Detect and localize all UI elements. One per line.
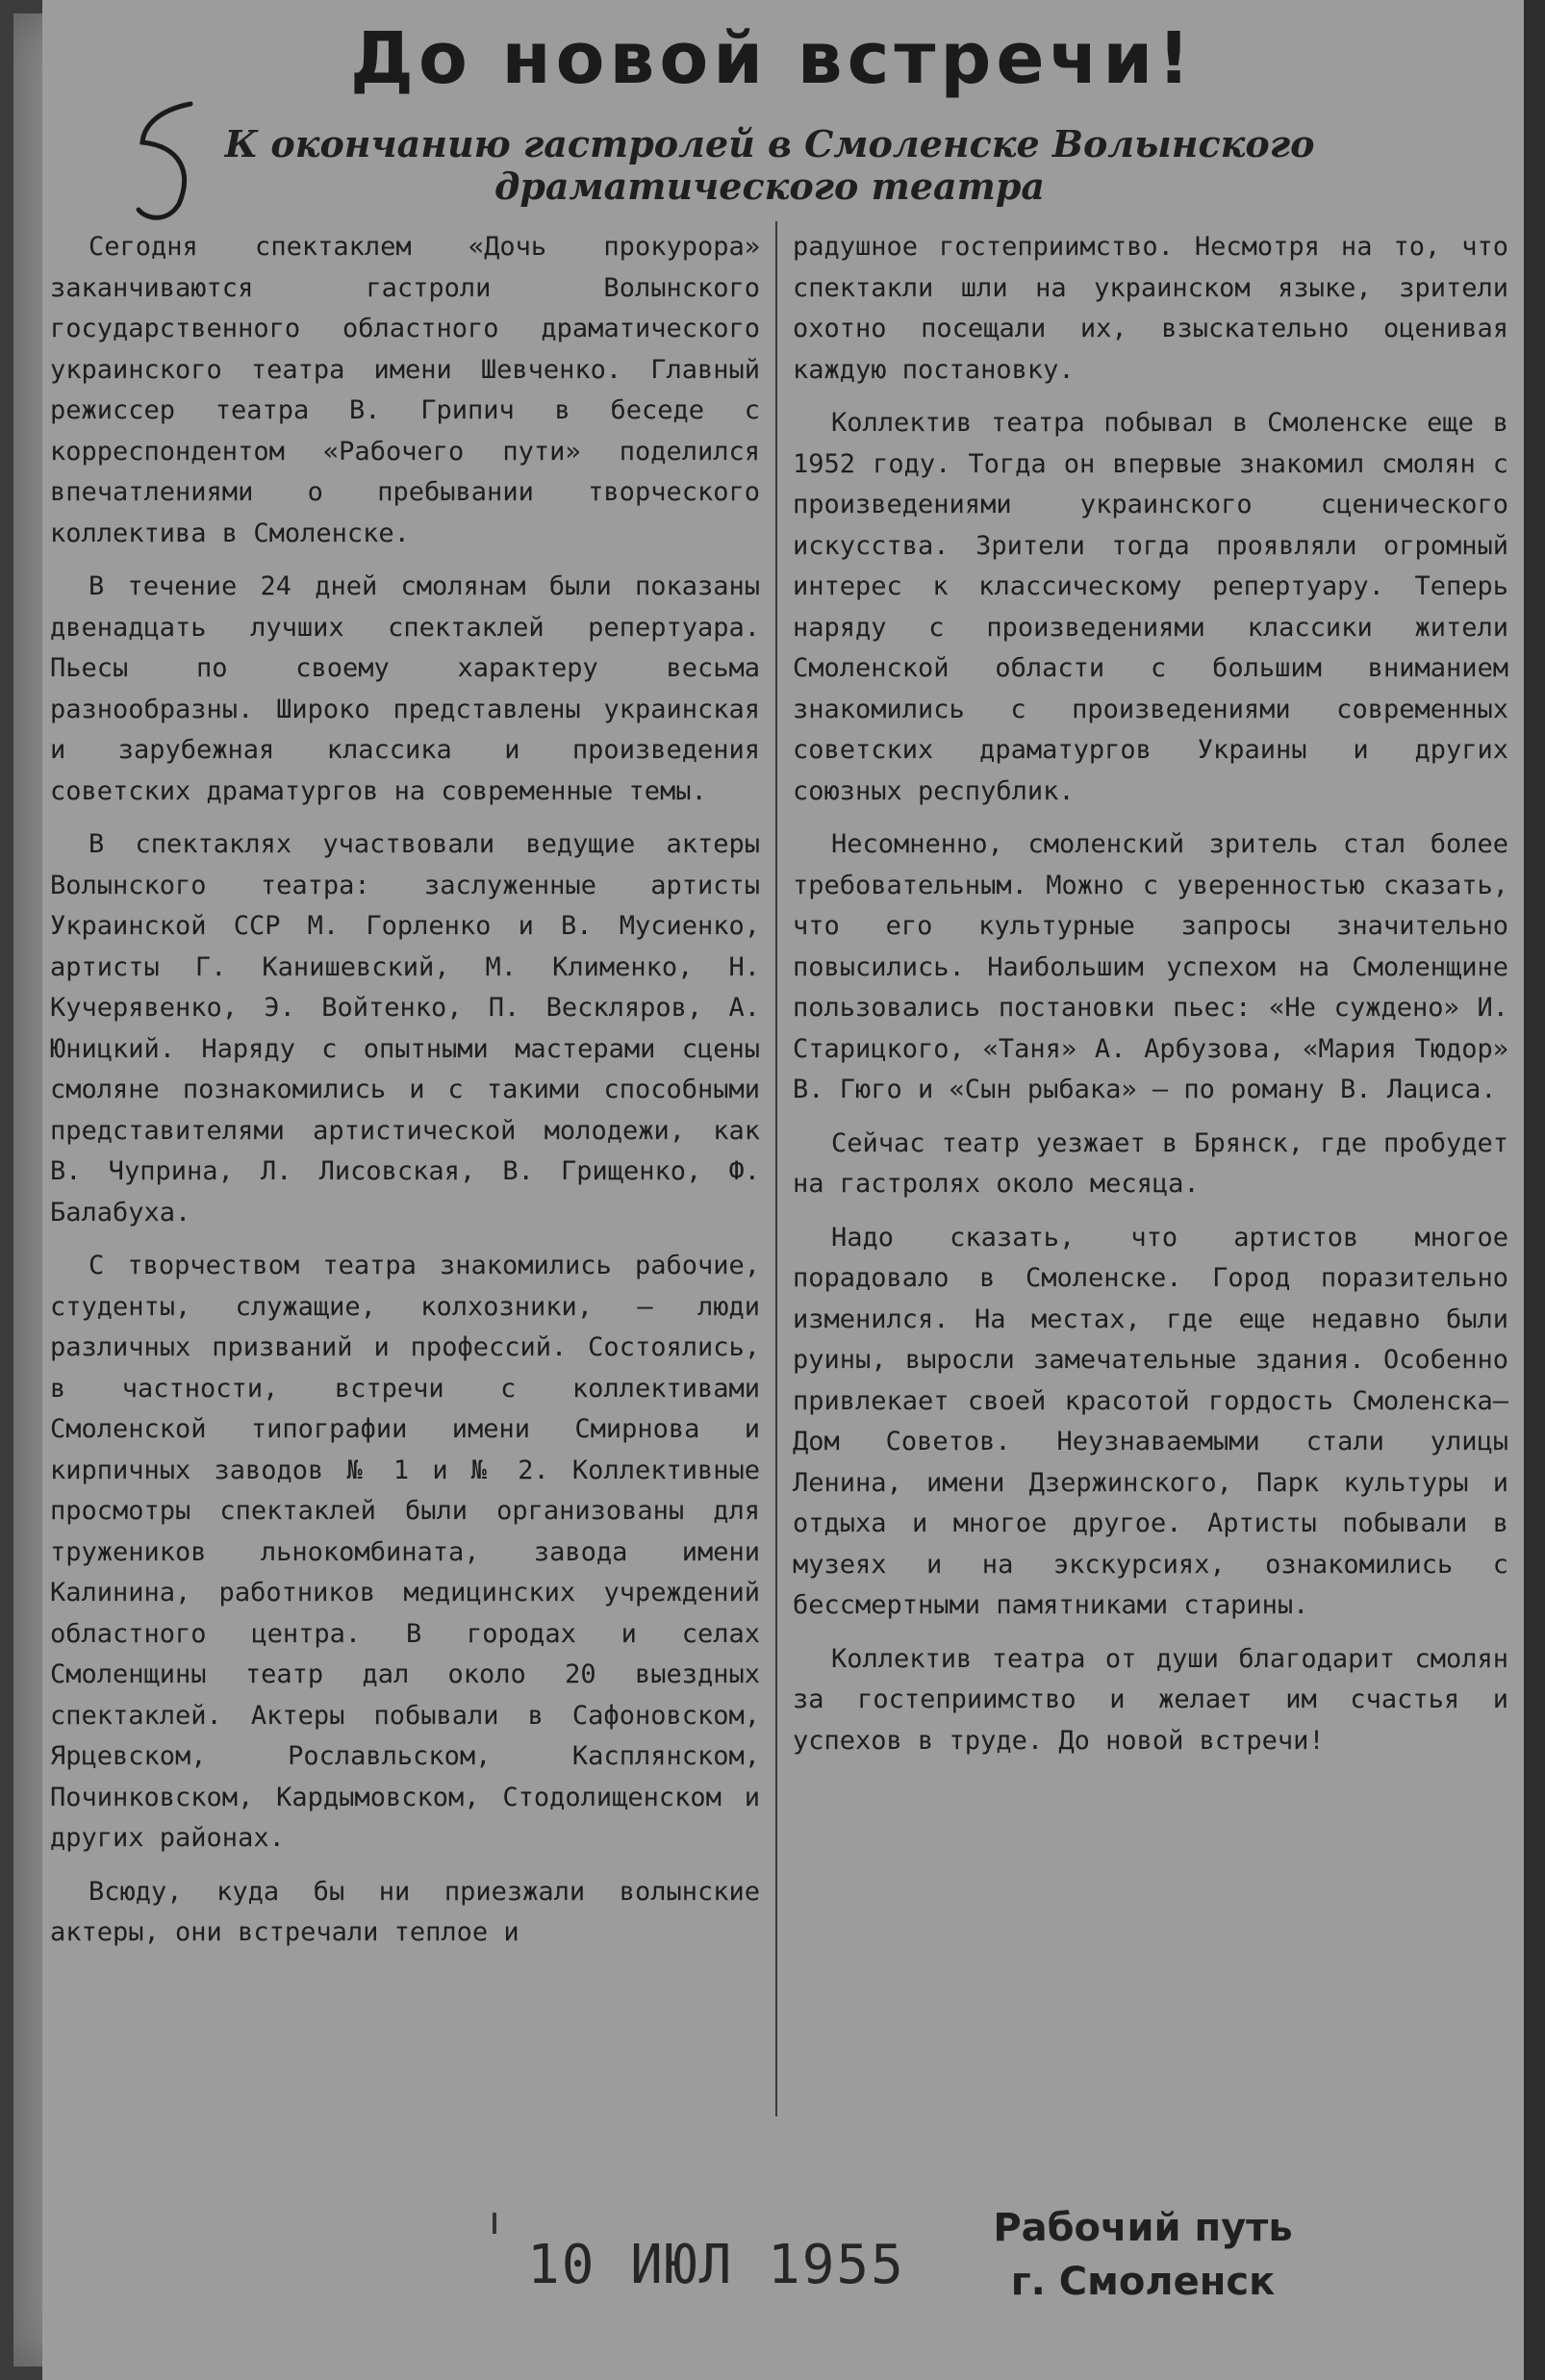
paragraph: радушное гостеприимство. Несмотря на то, что спектакли шли на украинском языке, зрители охотно посещали их, взыскательно оценивая каждую постановку. [793,232,1508,385]
paragraph: В течение 24 дней смолянам были показаны двенадцать лучших спектаклей репертуара. Пьесы по своему характеру весьма разнообразны. Широко представлены украинская и зарубежная классика и произведения советских драматургов на современные темы. [50,571,760,806]
paragraph: Надо сказать, что артистов многое порадовало в Смоленске. Город поразительно изменился. На местах, где еще недавно были руины, выросли замечательные здания. Особенно привлекает своей красотой гордость Смоленска—Дом Советов. Неузнаваемыми стали улицы Ленина, имени Дзержинского, Парк культуры и отдыха и многое другое. Артисты побывали в музеях и на экскурсиях, ознакомились с бессмертными памятниками старины. [793,1222,1508,1620]
paragraph: Коллектив театра побывал в Смоленске еще в 1952 году. Тогда он впервые знакомил смолян с произведениями украинского сценического искусства. Зрители тогда проявляли огромный интерес к классическому репертуару. Теперь наряду с произведениями классики жители Смоленской области с большим вниманием знакомились с произведениями современных советских драматургов Украины и других союзных республик. [793,408,1508,806]
source-stamp [960,2201,1326,2309]
stamp-mark [493,2213,496,2234]
scan-edge [1524,0,1545,2380]
paragraph: В спектаклях участвовали ведущие актеры Волынского театра: заслуженные артисты Украинской ССР М. Горленко и В. Мусиенко, артисты Г. Канишевский, М. Клименко, Н. Кучерявенко, Э. Войтенко, П. Вескляров, А. Юницкий. Наряду с опытными мастерами сцены смоляне познакомились и с такими способными представителями артистической молодежи, как В. Чуприна, Л. Лисовская, В. Грищенко, Ф. Балабуха. [50,829,760,1228]
paragraph: С творчеством театра знакомились рабочие, студенты, служащие, колхозники, — люди различных призваний и профессий. Состоялись, в частности, встречи с коллективами Смоленской типографии имени Смирнова и кирпичных заводов № 1 и № 2. Коллективные просмотры спектаклей были организованы для тружеников льнокомбината, завода имени Калинина, работников медицинских учреждений областного центра. В городах и селах Смоленщины театр дал около 20 выездных спектаклей. Актеры побывали в Сафоновском, Ярцевском, Рославльском, Касплянском, Починковском, Кардымовском, Стодолищенском и других районах. [50,1251,760,1853]
paragraph: Всюду, куда бы ни приезжали волынские актеры, они встречали теплое и [50,1876,760,1947]
paragraph: Коллектив театра от души благодарит смолян за гостеприимство и желает им счастья и успехов в труде. До новой встречи! [793,1643,1508,1756]
source-stamp-line-2: г. Смоленск [1010,2260,1276,2304]
source-stamp-line-1: Рабочий путь [993,2206,1293,2250]
paragraph: Сегодня спектаклем «Дочь прокурора» заканчиваются гастроли Волынского государственного областного драматического украинского театра имени Шевченко. Главный режиссер театра В. Грипич в беседе с корреспондентом «Рабочего пути» поделился впечатлениями о пребывании творческого коллектива в Смоленске. [50,232,760,548]
paragraph: Сейчас театр уезжает в Брянск, где пробудет на гастролях около месяца. [793,1127,1508,1199]
article-column-left [50,227,760,1966]
subheadline-line-2: драматического театра [494,165,1046,208]
date-stamp: 10 ИЮЛ 1955 [527,2234,905,2296]
subheadline-line-1: К окончанию гастролей в Смоленске Волынского [224,122,1315,165]
article-column-right [793,227,1508,1774]
headline: До новой встречи! [350,17,1195,100]
handwritten-mark [123,96,210,231]
column-divider [775,221,777,2116]
paragraph: Несомненно, смоленский зритель стал более требовательным. Можно с уверенностью сказать, что его культурные запросы значительно повысились. Наибольшим успехом на Смоленщине пользовались постановки пьес: «Не суждено» И. Старицкого, «Таня» А. Арбузова, «Мария Тюдор» В. Гюго и «Сын рыбака» — по роману В. Лациса. [793,829,1508,1104]
subheadline [192,123,1347,208]
